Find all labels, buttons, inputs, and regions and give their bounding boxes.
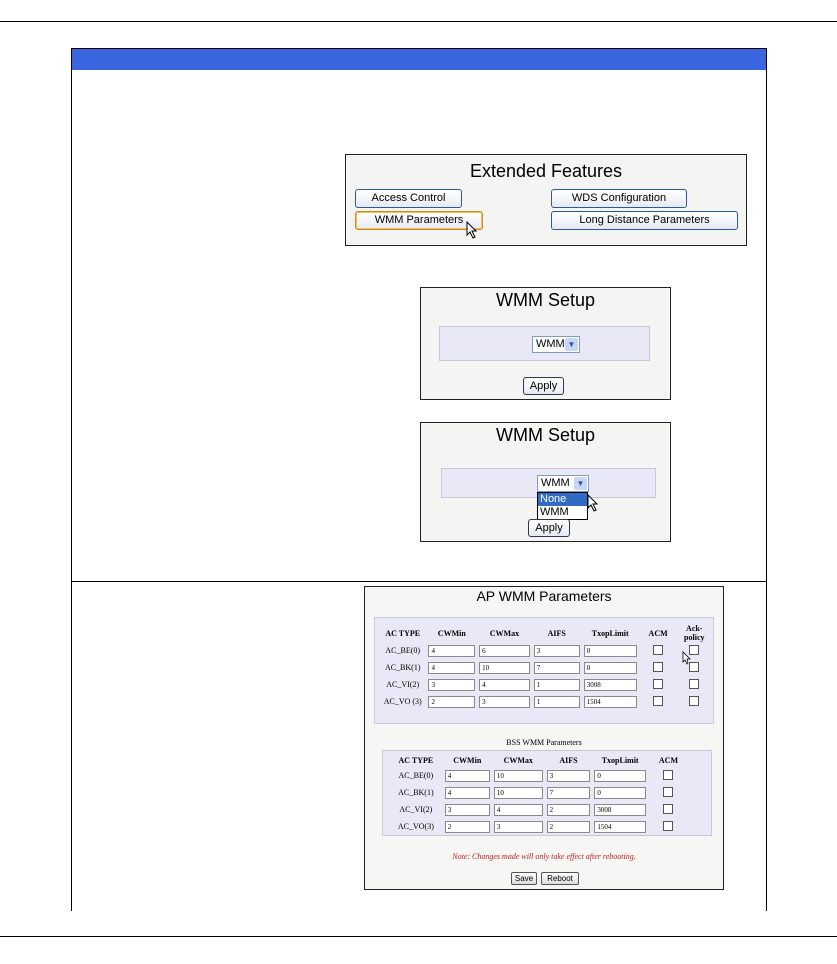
ack-policy-checkbox[interactable] xyxy=(689,679,699,689)
cwmax-input[interactable]: 10 xyxy=(494,770,543,782)
ack-policy-checkbox[interactable] xyxy=(689,696,699,706)
table-header-row xyxy=(379,624,711,642)
chevron-down-icon[interactable]: ▼ xyxy=(574,477,587,490)
txoplimit-input[interactable]: 0 xyxy=(584,645,637,657)
wmm-mode-value-open: WMM xyxy=(541,477,570,489)
table-row xyxy=(379,642,711,659)
ac-type-cell: AC_VO(3) xyxy=(397,822,434,831)
wmm-setup-title-2: WMM Setup xyxy=(495,425,596,445)
wmm-setup-panel-1 xyxy=(420,287,671,400)
aifs-input[interactable]: 2 xyxy=(547,821,591,833)
wmm-mode-select[interactable] xyxy=(532,336,580,353)
col-aifs: AIFS xyxy=(547,628,566,638)
wmm-setup-inner-1 xyxy=(439,326,650,361)
extended-features-title: Extended Features xyxy=(469,161,623,181)
dropdown-option-none[interactable]: None xyxy=(538,493,587,506)
cwmin-input[interactable]: 2 xyxy=(445,821,490,833)
cwmax-input[interactable]: 4 xyxy=(494,804,543,816)
ac-type-cell: AC_BK(1) xyxy=(398,788,434,797)
access-control-button[interactable]: Access Control xyxy=(355,189,462,208)
long-distance-parameters-button[interactable]: Long Distance Parameters xyxy=(551,211,738,230)
table-header-row xyxy=(389,753,689,767)
ap-wmm-table xyxy=(379,624,711,710)
wmm-mode-dropdown xyxy=(537,492,588,520)
cwmax-input[interactable]: 10 xyxy=(494,787,543,799)
cwmax-input[interactable]: 3 xyxy=(479,696,530,708)
table-row xyxy=(379,659,711,676)
txoplimit-input[interactable]: 0 xyxy=(594,770,646,782)
ac-type-cell: AC_BE(0) xyxy=(385,646,421,655)
col-txoplimit: TxopLimit xyxy=(591,628,629,638)
col-acm: ACM xyxy=(648,628,668,638)
ac-type-cell: AC_BK(1) xyxy=(384,663,421,672)
bss-wmm-title: BSS WMM Parameters xyxy=(506,738,582,747)
table-right-border xyxy=(766,581,767,911)
cwmin-input[interactable]: 4 xyxy=(428,645,475,657)
cwmax-input[interactable]: 6 xyxy=(479,645,530,657)
cwmin-input[interactable]: 3 xyxy=(428,679,475,691)
table-row xyxy=(379,676,711,693)
aifs-input[interactable]: 7 xyxy=(534,662,580,674)
aifs-input[interactable]: 3 xyxy=(547,770,591,782)
cwmax-input[interactable]: 3 xyxy=(494,821,543,833)
wds-configuration-button[interactable]: WDS Configuration xyxy=(551,189,687,208)
cwmax-input[interactable]: 10 xyxy=(479,662,530,674)
txoplimit-input[interactable]: 3008 xyxy=(594,804,646,816)
acm-checkbox[interactable] xyxy=(653,696,663,706)
acm-checkbox[interactable] xyxy=(663,787,673,797)
aifs-input[interactable]: 1 xyxy=(534,679,580,691)
save-button[interactable]: Save xyxy=(511,872,537,885)
mouse-pointer-icon xyxy=(587,494,601,512)
table-row xyxy=(389,784,689,801)
table-left-border xyxy=(71,581,72,911)
col-ac-type: AC TYPE xyxy=(398,755,434,765)
txoplimit-input[interactable]: 3008 xyxy=(584,679,637,691)
acm-checkbox[interactable] xyxy=(663,770,673,780)
wmm-parameters-button[interactable]: WMM Parameters xyxy=(355,211,483,230)
wmm-mode-value: WMM xyxy=(536,338,565,350)
acm-checkbox[interactable] xyxy=(653,645,663,655)
apply-button-1[interactable]: Apply xyxy=(523,377,564,395)
wmm-setup-title-1: WMM Setup xyxy=(495,290,596,310)
acm-checkbox[interactable] xyxy=(653,662,663,672)
aifs-input[interactable]: 7 xyxy=(547,787,591,799)
reboot-note: Note: Changes made will only take effect after rebooting. xyxy=(452,852,636,861)
col-ack-policy: Ack-policy xyxy=(684,624,705,642)
cwmin-input[interactable]: 4 xyxy=(445,787,490,799)
txoplimit-input[interactable]: 0 xyxy=(584,662,637,674)
mouse-pointer-icon xyxy=(682,651,692,665)
col-cwmax: CWMax xyxy=(489,628,520,638)
ac-type-cell: AC_VI(2) xyxy=(386,680,420,689)
acm-checkbox[interactable] xyxy=(663,804,673,814)
reboot-button[interactable]: Reboot xyxy=(541,872,579,885)
ac-type-cell: AC_BE(0) xyxy=(398,771,434,780)
ap-wmm-title: AP WMM Parameters xyxy=(476,588,612,604)
col-cwmax: CWMax xyxy=(503,755,533,765)
cwmax-input[interactable]: 4 xyxy=(479,679,530,691)
extended-features-panel xyxy=(345,154,747,246)
wmm-setup-panel-2 xyxy=(420,422,671,542)
wmm-mode-select-open[interactable] xyxy=(537,475,589,492)
aifs-input[interactable]: 1 xyxy=(534,696,580,708)
chevron-down-icon[interactable]: ▼ xyxy=(565,338,578,351)
txoplimit-input[interactable]: 1504 xyxy=(584,696,637,708)
col-ac-type: AC TYPE xyxy=(385,628,421,638)
apply-button-2[interactable]: Apply xyxy=(528,519,570,537)
table-row xyxy=(389,801,689,818)
col-txoplimit: TxopLimit xyxy=(601,755,639,765)
acm-checkbox[interactable] xyxy=(663,821,673,831)
table-row xyxy=(379,693,711,710)
aifs-input[interactable]: 2 xyxy=(547,804,591,816)
table-header-bar xyxy=(72,49,766,70)
table-row xyxy=(389,767,689,784)
aifs-input[interactable]: 3 xyxy=(534,645,580,657)
ap-wmm-parameters-panel xyxy=(364,586,724,890)
cwmin-input[interactable]: 4 xyxy=(445,770,490,782)
top-rule xyxy=(0,21,837,22)
dropdown-option-wmm[interactable]: WMM xyxy=(540,506,569,518)
bss-wmm-table xyxy=(389,753,689,835)
cwmin-input[interactable]: 4 xyxy=(428,662,475,674)
cwmin-input[interactable]: 3 xyxy=(445,804,490,816)
table-row xyxy=(389,818,689,835)
acm-checkbox[interactable] xyxy=(653,679,663,689)
col-acm: ACM xyxy=(658,755,679,765)
mouse-pointer-icon xyxy=(466,221,480,239)
col-cwmin: CWMin xyxy=(437,628,466,638)
col-cwmin: CWMin xyxy=(453,755,482,765)
txoplimit-input[interactable]: 0 xyxy=(594,787,646,799)
txoplimit-input[interactable]: 1504 xyxy=(594,821,646,833)
cwmin-input[interactable]: 2 xyxy=(428,696,475,708)
col-aifs: AIFS xyxy=(559,755,578,765)
ac-type-cell: AC_VI(2) xyxy=(399,805,433,814)
bottom-rule xyxy=(0,936,837,937)
ac-type-cell: AC_VO (3) xyxy=(383,697,422,706)
